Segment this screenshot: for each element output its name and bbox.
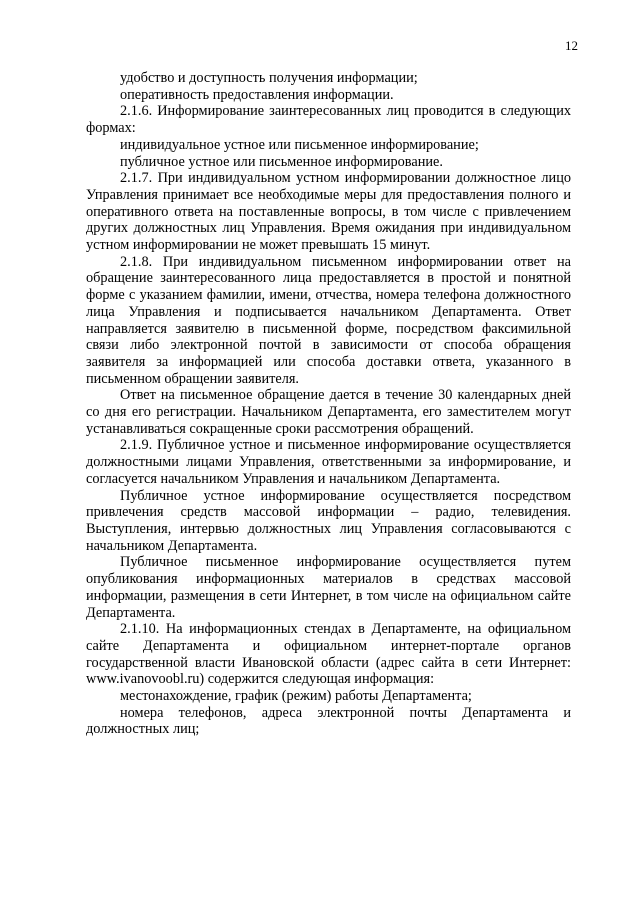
- paragraph: местонахождение, график (режим) работы Департамента;: [120, 688, 472, 705]
- page-number: 12: [565, 38, 578, 53]
- paragraph: удобство и доступность получения информации;: [120, 70, 418, 86]
- paragraph: 2.1.10. На информационных стендах в Департаменте, на официальном сайте Департамента и официальном интернет-портале органов государственной власти Ивановской области (адрес сайта в сети Интернет: www.ivanovoobl.ru) содержится следующая информация:: [86, 621, 571, 688]
- paragraph: 2.1.6. Информирование заинтересованных лиц проводится в следующих формах:: [86, 103, 571, 137]
- paragraph: 2.1.7. При индивидуальном устном информировании должностное лицо Управления принимает все необходимые меры для предоставления полного и оперативного ответа на поставленные вопросы, в том числе с привлечением других должностных лиц Управления. Время ожидания при индивидуальном устном информировании не может превышать 15 минут.: [86, 170, 571, 254]
- paragraph: номера телефонов, адреса электронной почты Департамента и должностных лиц;: [86, 704, 571, 738]
- paragraph: Публичное письменное информирование осуществляется путем опубликования информационных материалов в средствах массовой информации, размещения в сети Интернет, в том числе на официальном сайте Департамента.: [86, 554, 571, 621]
- paragraph: Публичное устное информирование осуществляется посредством привлечения средств массовой информации – радио, телевидения. Выступления, интервью должностных лиц Управления согласовываются с начальником Департамента.: [86, 487, 571, 554]
- paragraph: публичное устное или письменное информирование.: [120, 153, 443, 170]
- document-body: [86, 70, 571, 738]
- paragraph: оперативность предоставления информации.: [120, 86, 394, 103]
- paragraph: Ответ на письменное обращение дается в течение 30 календарных дней со дня его регистрации. Начальником Департамента, его заместителем могут устанавливаться сокращенные сроки рассмотрения обращений.: [86, 387, 571, 437]
- paragraph: 2.1.9. Публичное устное и письменное информирование осуществляется должностными лицами Управления, ответственными за информирование, и согласуется начальником Управления и начальником Департамента.: [86, 437, 571, 487]
- paragraph: 2.1.8. При индивидуальном письменном информировании ответ на обращение заинтересованного лица предоставляется в простой и понятной форме с указанием фамилии, имени, отчества, номера телефона должностного лица Управления и подписывается начальником Департамента. Ответ направляется заявителю в письменной форме, посредством факсимильной связи либо электронной почтой в зависимости от способа обращения заявителя за информацией или способа доставки ответа, указанного в письменном обращении заявителя.: [86, 253, 571, 387]
- paragraph: индивидуальное устное или письменное информирование;: [120, 136, 479, 153]
